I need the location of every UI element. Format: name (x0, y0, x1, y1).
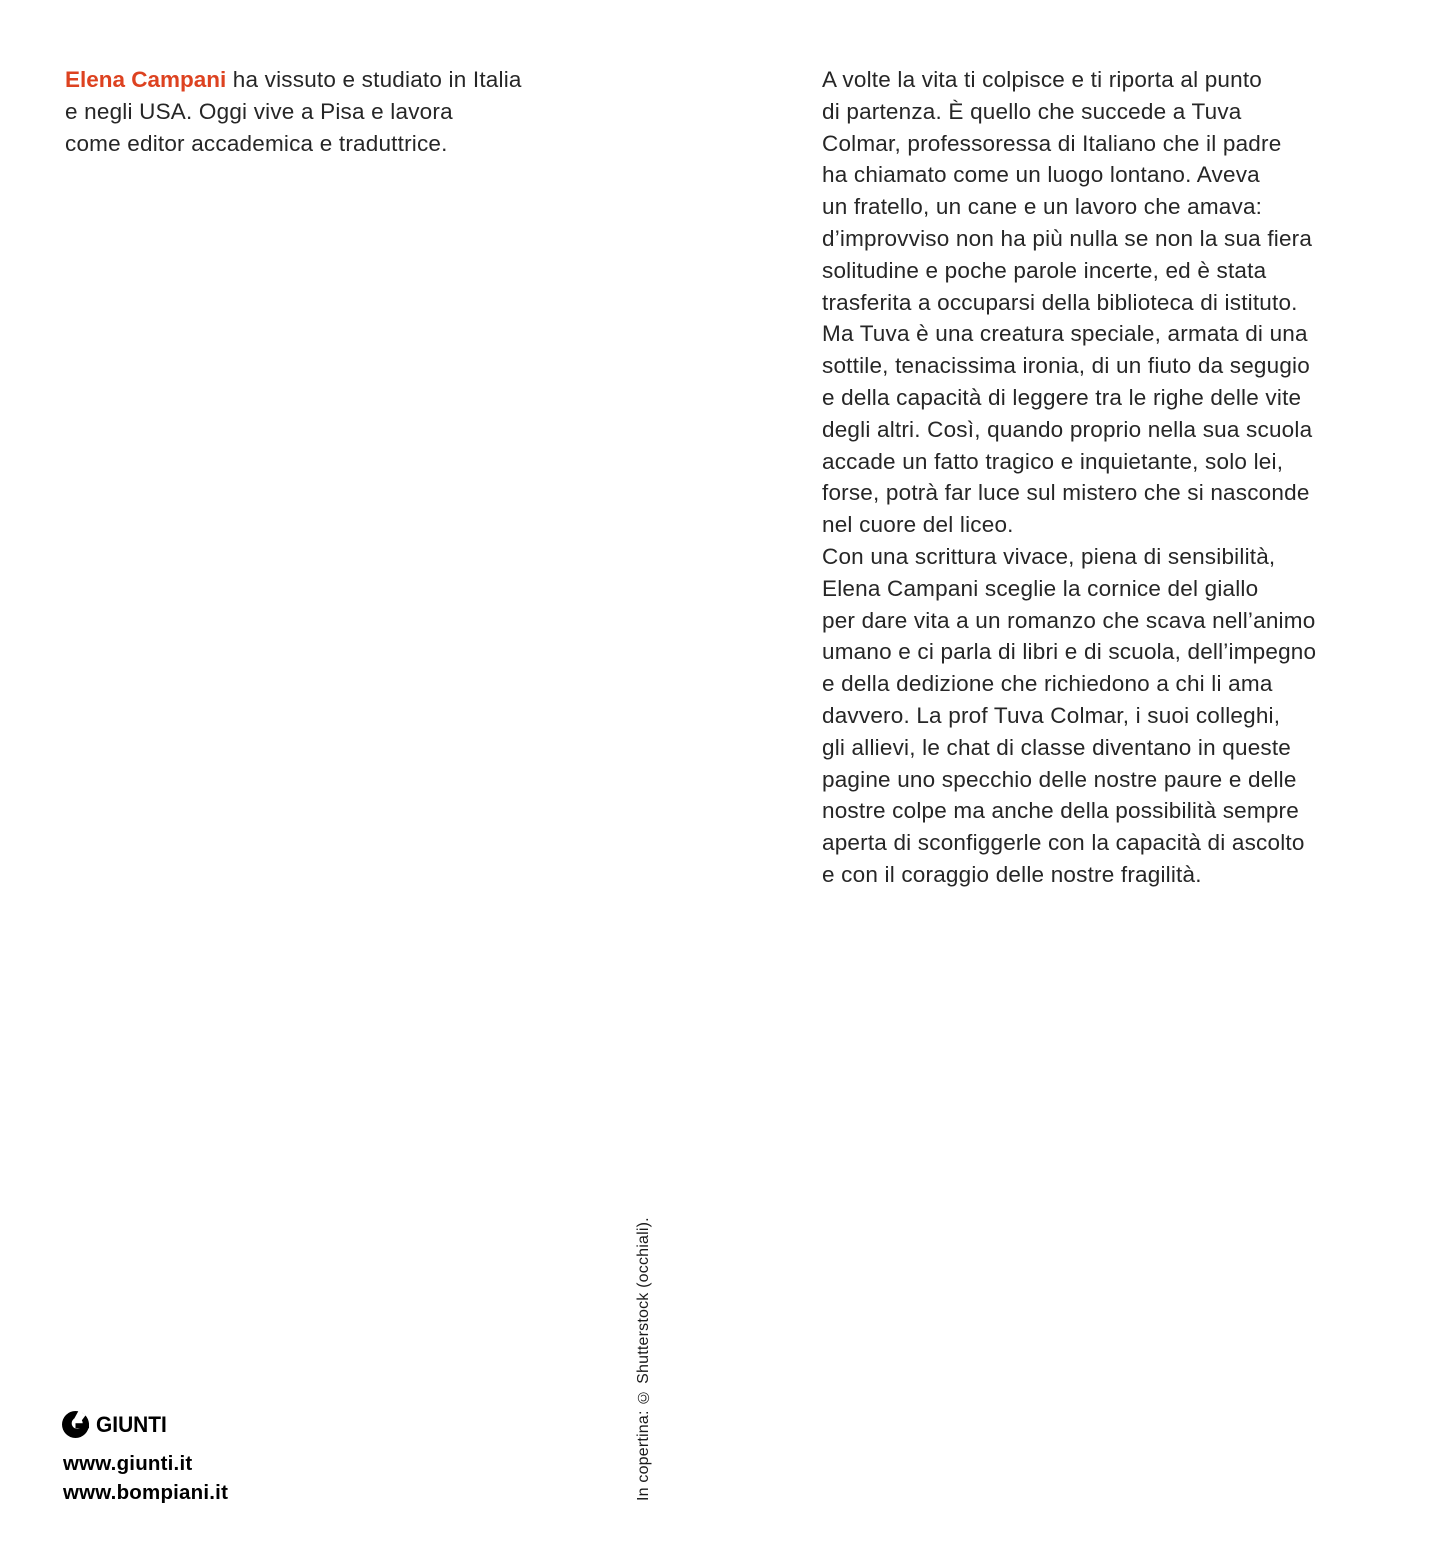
synopsis-line: davvero. La prof Tuva Colmar, i suoi colleghi, (822, 702, 1281, 728)
synopsis-line: A volte la vita ti colpisce e ti riporta al punto (822, 67, 1263, 92)
publisher-name: GIUNTI (96, 1411, 167, 1437)
publisher-websites (63, 1449, 228, 1507)
author-bio-line: come editor accademica e traduttrice. (65, 131, 448, 156)
synopsis-line: Ma Tuva è una creatura speciale, armata di una (822, 321, 1308, 347)
synopsis-line: per dare vita a un romanzo che scava nell’animo (822, 607, 1316, 633)
synopsis-line: sottile, tenacissima ironia, di un fiuto da segugio (822, 353, 1310, 379)
synopsis-line: trasferita a occuparsi della biblioteca di istituto. (822, 289, 1298, 315)
synopsis-line: e con il coraggio delle nostre fragilità. (822, 861, 1202, 887)
synopsis-line: nel cuore del liceo. (822, 512, 1014, 538)
synopsis-line: Elena Campani sceglie la cornice del giallo (822, 575, 1259, 601)
synopsis-line: e della dedizione che richiedono a chi li ama (822, 671, 1273, 697)
synopsis-line: ha chiamato come un luogo lontano. Aveva (822, 162, 1260, 188)
synopsis-line: umano e ci parla di libri e di scuola, dell’impegno (822, 639, 1317, 665)
author-bio-text: ha vissuto e studiato in Italia (226, 67, 522, 92)
synopsis-line: solitudine e poche parole incerte, ed è stata (822, 257, 1267, 283)
synopsis-line: aperta di sconfiggerle con la capacità di ascolto (822, 830, 1305, 856)
synopsis-line: d’improvviso non ha più nulla se non la sua fiera (822, 225, 1313, 251)
publisher-website: www.bompiani.it (63, 1481, 229, 1504)
synopsis-line: e della capacità di leggere tra le righe delle vite (822, 384, 1302, 410)
author-name: Elena Campani (65, 67, 227, 92)
publisher-logo (62, 1411, 171, 1438)
synopsis-line: pagine uno specchio delle nostre paure e delle (822, 766, 1297, 792)
cover-credit: In copertina: © Shutterstock (occhiali). (635, 1217, 652, 1501)
synopsis-line: nostre colpe ma anche della possibilità sempre (822, 798, 1299, 824)
synopsis-line: Con una scrittura vivace, piena di sensibilità, (822, 543, 1276, 569)
author-bio-line (65, 64, 522, 96)
synopsis-text (822, 64, 1316, 891)
synopsis-line: di partenza. È quello che succede a Tuva (822, 98, 1242, 124)
synopsis-line: un fratello, un cane e un lavoro che amava: (822, 194, 1263, 220)
synopsis-line: forse, potrà far luce sul mistero che si nasconde (822, 480, 1310, 506)
synopsis-line: accade un fatto tragico e inquietante, solo lei, (822, 448, 1284, 474)
synopsis-line: gli allievi, le chat di classe diventano in queste (822, 734, 1292, 760)
giunti-g-icon (62, 1411, 89, 1438)
author-bio-line: e negli USA. Oggi vive a Pisa e lavora (65, 99, 453, 124)
author-bio (65, 64, 522, 160)
publisher-website: www.giunti.it (63, 1452, 193, 1475)
synopsis-line: Colmar, professoressa di Italiano che il padre (822, 130, 1282, 156)
synopsis-line: degli altri. Così, quando proprio nella sua scuola (822, 416, 1313, 442)
